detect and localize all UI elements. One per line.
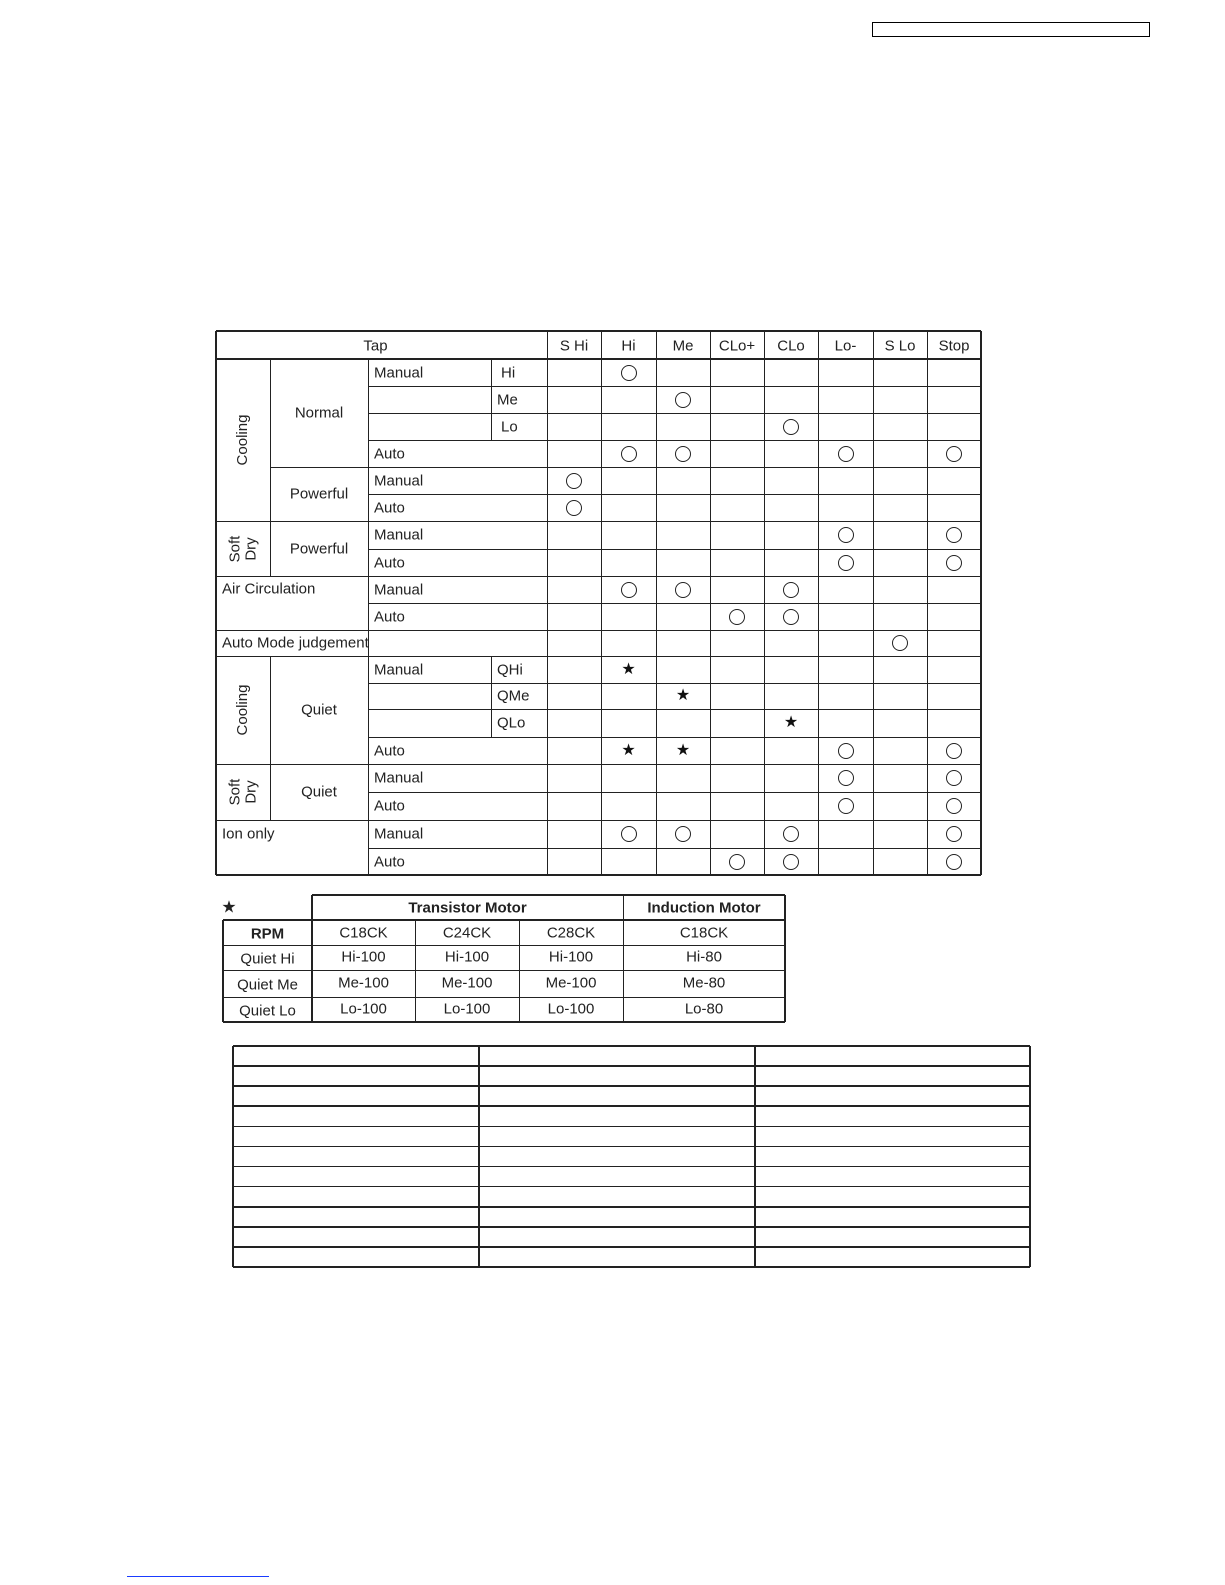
label-manual: Manual [374,472,424,489]
table-rule [223,945,785,946]
group-cooling-quiet: Cooling [234,684,252,736]
table-rule [233,1186,1030,1188]
table-rule [216,521,368,522]
label-auto: Auto [374,445,405,462]
table-rule [368,549,981,550]
footer-link[interactable] [127,1576,269,1577]
table-rule [216,576,368,577]
star-legend-icon: ★ [221,897,237,917]
table-rule [368,467,981,468]
table-rule [368,737,491,738]
table-rule [368,494,981,495]
table-rule [368,576,981,577]
circle-mark [621,446,637,462]
label-manual: Manual [374,825,424,843]
circle-mark [946,798,962,814]
circle-mark [838,555,854,571]
table-rule [233,1206,1030,1208]
table-rule [270,656,271,820]
table-border [784,895,786,1022]
transistor-motor-header: Transistor Motor [408,899,527,916]
induction-motor-header: Induction Motor [647,899,761,916]
col-header-3: Me [672,337,694,355]
table-rule [623,895,624,1022]
table-rule [368,359,369,875]
circle-mark [838,770,854,786]
label-hi: Hi [501,364,516,381]
rpm-row-label: Quiet Me [237,976,298,993]
circle-mark [946,770,962,786]
group-quiet: Quiet [301,701,337,719]
group-cooling: Cooling [234,414,252,466]
circle-mark [892,635,908,651]
model-header: C18CK [339,924,388,941]
circle-mark [946,527,962,543]
col-header-5: CLo [777,337,805,355]
model-header: C18CK [679,924,729,941]
label-qhi: QHi [497,661,523,678]
table-rule [216,820,368,821]
table-rule [491,359,492,440]
table-rule [1029,1046,1031,1267]
circle-mark [946,446,962,462]
model-header: C28CK [546,924,596,941]
table-rule [216,656,368,657]
circle-mark [783,419,799,435]
label-auto: Auto [374,797,405,815]
table-rule [233,1166,1030,1168]
circle-mark [675,582,691,598]
table-rule [223,970,785,971]
col-header-2: Hi [621,337,636,355]
table-rule [368,521,981,522]
rpm-row-label: Quiet Hi [240,950,295,967]
label-auto: Auto [374,853,405,870]
col-header-4: CLo+ [718,337,756,355]
circle-mark [675,446,691,462]
label-manual: Manual [374,526,424,544]
label-lo: Lo [501,418,518,435]
table-rule [478,1046,480,1267]
table-rule [270,467,368,468]
table-rule [233,1085,1030,1087]
table-rule [223,919,785,921]
group-soft-dry: Soft Dry [226,535,259,562]
table-rule [491,386,548,387]
table-border [216,330,981,332]
table-rule [368,656,981,657]
table-rule [368,820,981,821]
table-rule [368,413,981,414]
table-rule [368,683,981,684]
table-border [216,874,981,876]
group-ion-only: Ion only [222,825,275,843]
table-rule [519,920,520,1022]
group-quiet-2: Quiet [301,783,337,801]
rpm-cell: Hi-100 [444,948,490,965]
table-rule [233,1045,1030,1047]
rpm-cell: Lo-80 [684,1000,724,1017]
rpm-cell: Me-100 [545,974,597,991]
circle-mark [946,555,962,571]
circle-mark [783,826,799,842]
circle-mark [621,365,637,381]
label-auto: Auto [374,742,405,759]
rpm-cell: Me-100 [338,974,389,991]
rpm-cell: Lo-100 [443,1000,491,1017]
table-rule [233,1246,1030,1248]
table-border [312,894,785,896]
star-mark: ★ [675,741,691,759]
table-rule [491,709,548,710]
table-rule [368,848,981,849]
rpm-cell: Me-80 [682,974,726,991]
model-header: C24CK [442,924,492,941]
star-mark: ★ [621,741,636,759]
circle-mark [838,743,854,759]
table-rule [216,764,368,765]
table-rule [491,683,548,684]
table-rule [368,792,981,793]
circle-mark [675,826,691,842]
circle-mark [946,743,962,759]
circle-mark [783,609,799,625]
label-me: Me [497,391,518,408]
table-border [311,895,313,1022]
rpm-cell: Hi-100 [548,948,594,965]
col-header-7: S Lo [884,337,916,355]
label-auto: Auto [374,499,405,516]
circle-mark [566,473,582,489]
table-rule [233,1126,1030,1128]
table-rule [368,386,981,387]
circle-mark [838,527,854,543]
label-qlo: QLo [497,714,526,732]
circle-mark [621,582,637,598]
star-mark: ★ [783,714,799,731]
col-header-8: Stop [938,337,970,355]
table-rule [754,1046,756,1267]
table-rule [368,630,981,631]
table-rule [368,764,981,765]
star-mark: ★ [675,687,691,704]
circle-mark [946,826,962,842]
circle-mark [729,854,745,870]
table-rule [270,521,271,576]
table-border [222,920,224,1022]
circle-mark [566,500,582,516]
table-rule [368,440,491,441]
label-manual: Manual [374,769,424,787]
label-qme: QMe [497,687,530,705]
group-air-circulation: Air Circulation [222,580,316,597]
group-soft-dry-quiet: Soft Dry [226,778,259,806]
table-rule [368,603,981,604]
circle-mark [729,609,745,625]
col-header-1: S Hi [559,337,589,355]
label-manual: Manual [374,581,424,598]
rpm-cell: Hi-100 [341,948,386,965]
table-rule [232,1046,234,1267]
label-manual: Manual [374,661,424,678]
table-rule [491,656,492,737]
circle-mark [783,582,799,598]
table-rule [491,413,548,414]
table-rule [233,1266,1030,1268]
table-rule [233,1226,1030,1228]
group-normal: Normal [294,404,344,422]
star-mark: ★ [621,660,636,678]
circle-mark [783,854,799,870]
circle-mark [675,392,691,408]
table-border [215,331,217,875]
group-auto-mode: Auto Mode judgement [222,634,369,652]
group-powerful: Powerful [289,485,349,503]
col-header-6: Lo- [834,337,857,355]
table-rule [223,997,785,998]
table-rule [233,1146,1030,1148]
rpm-cell: Hi-80 [686,948,722,965]
table-rule [233,1105,1030,1107]
table-rule [415,920,416,1022]
group-powerful-2: Powerful [289,540,349,557]
header-box [872,22,1150,37]
circle-mark [838,798,854,814]
circle-mark [621,826,637,842]
label-manual: Manual [374,364,424,381]
circle-mark [838,446,854,462]
table-rule [368,709,981,710]
rpm-cell: Lo-100 [547,1000,595,1017]
table-rule [233,1065,1030,1067]
rpm-cell: Lo-100 [340,1000,387,1017]
table-rule [216,358,981,359]
table-border [223,1021,785,1023]
rpm-row-label: Quiet Lo [239,1002,296,1019]
col-header-tap: Tap [363,337,388,355]
label-auto: Auto [374,608,405,625]
circle-mark [946,854,962,870]
rpm-label: RPM [250,925,285,942]
label-auto: Auto [374,554,405,571]
rpm-cell: Me-100 [441,974,493,991]
table-rule [216,630,368,631]
